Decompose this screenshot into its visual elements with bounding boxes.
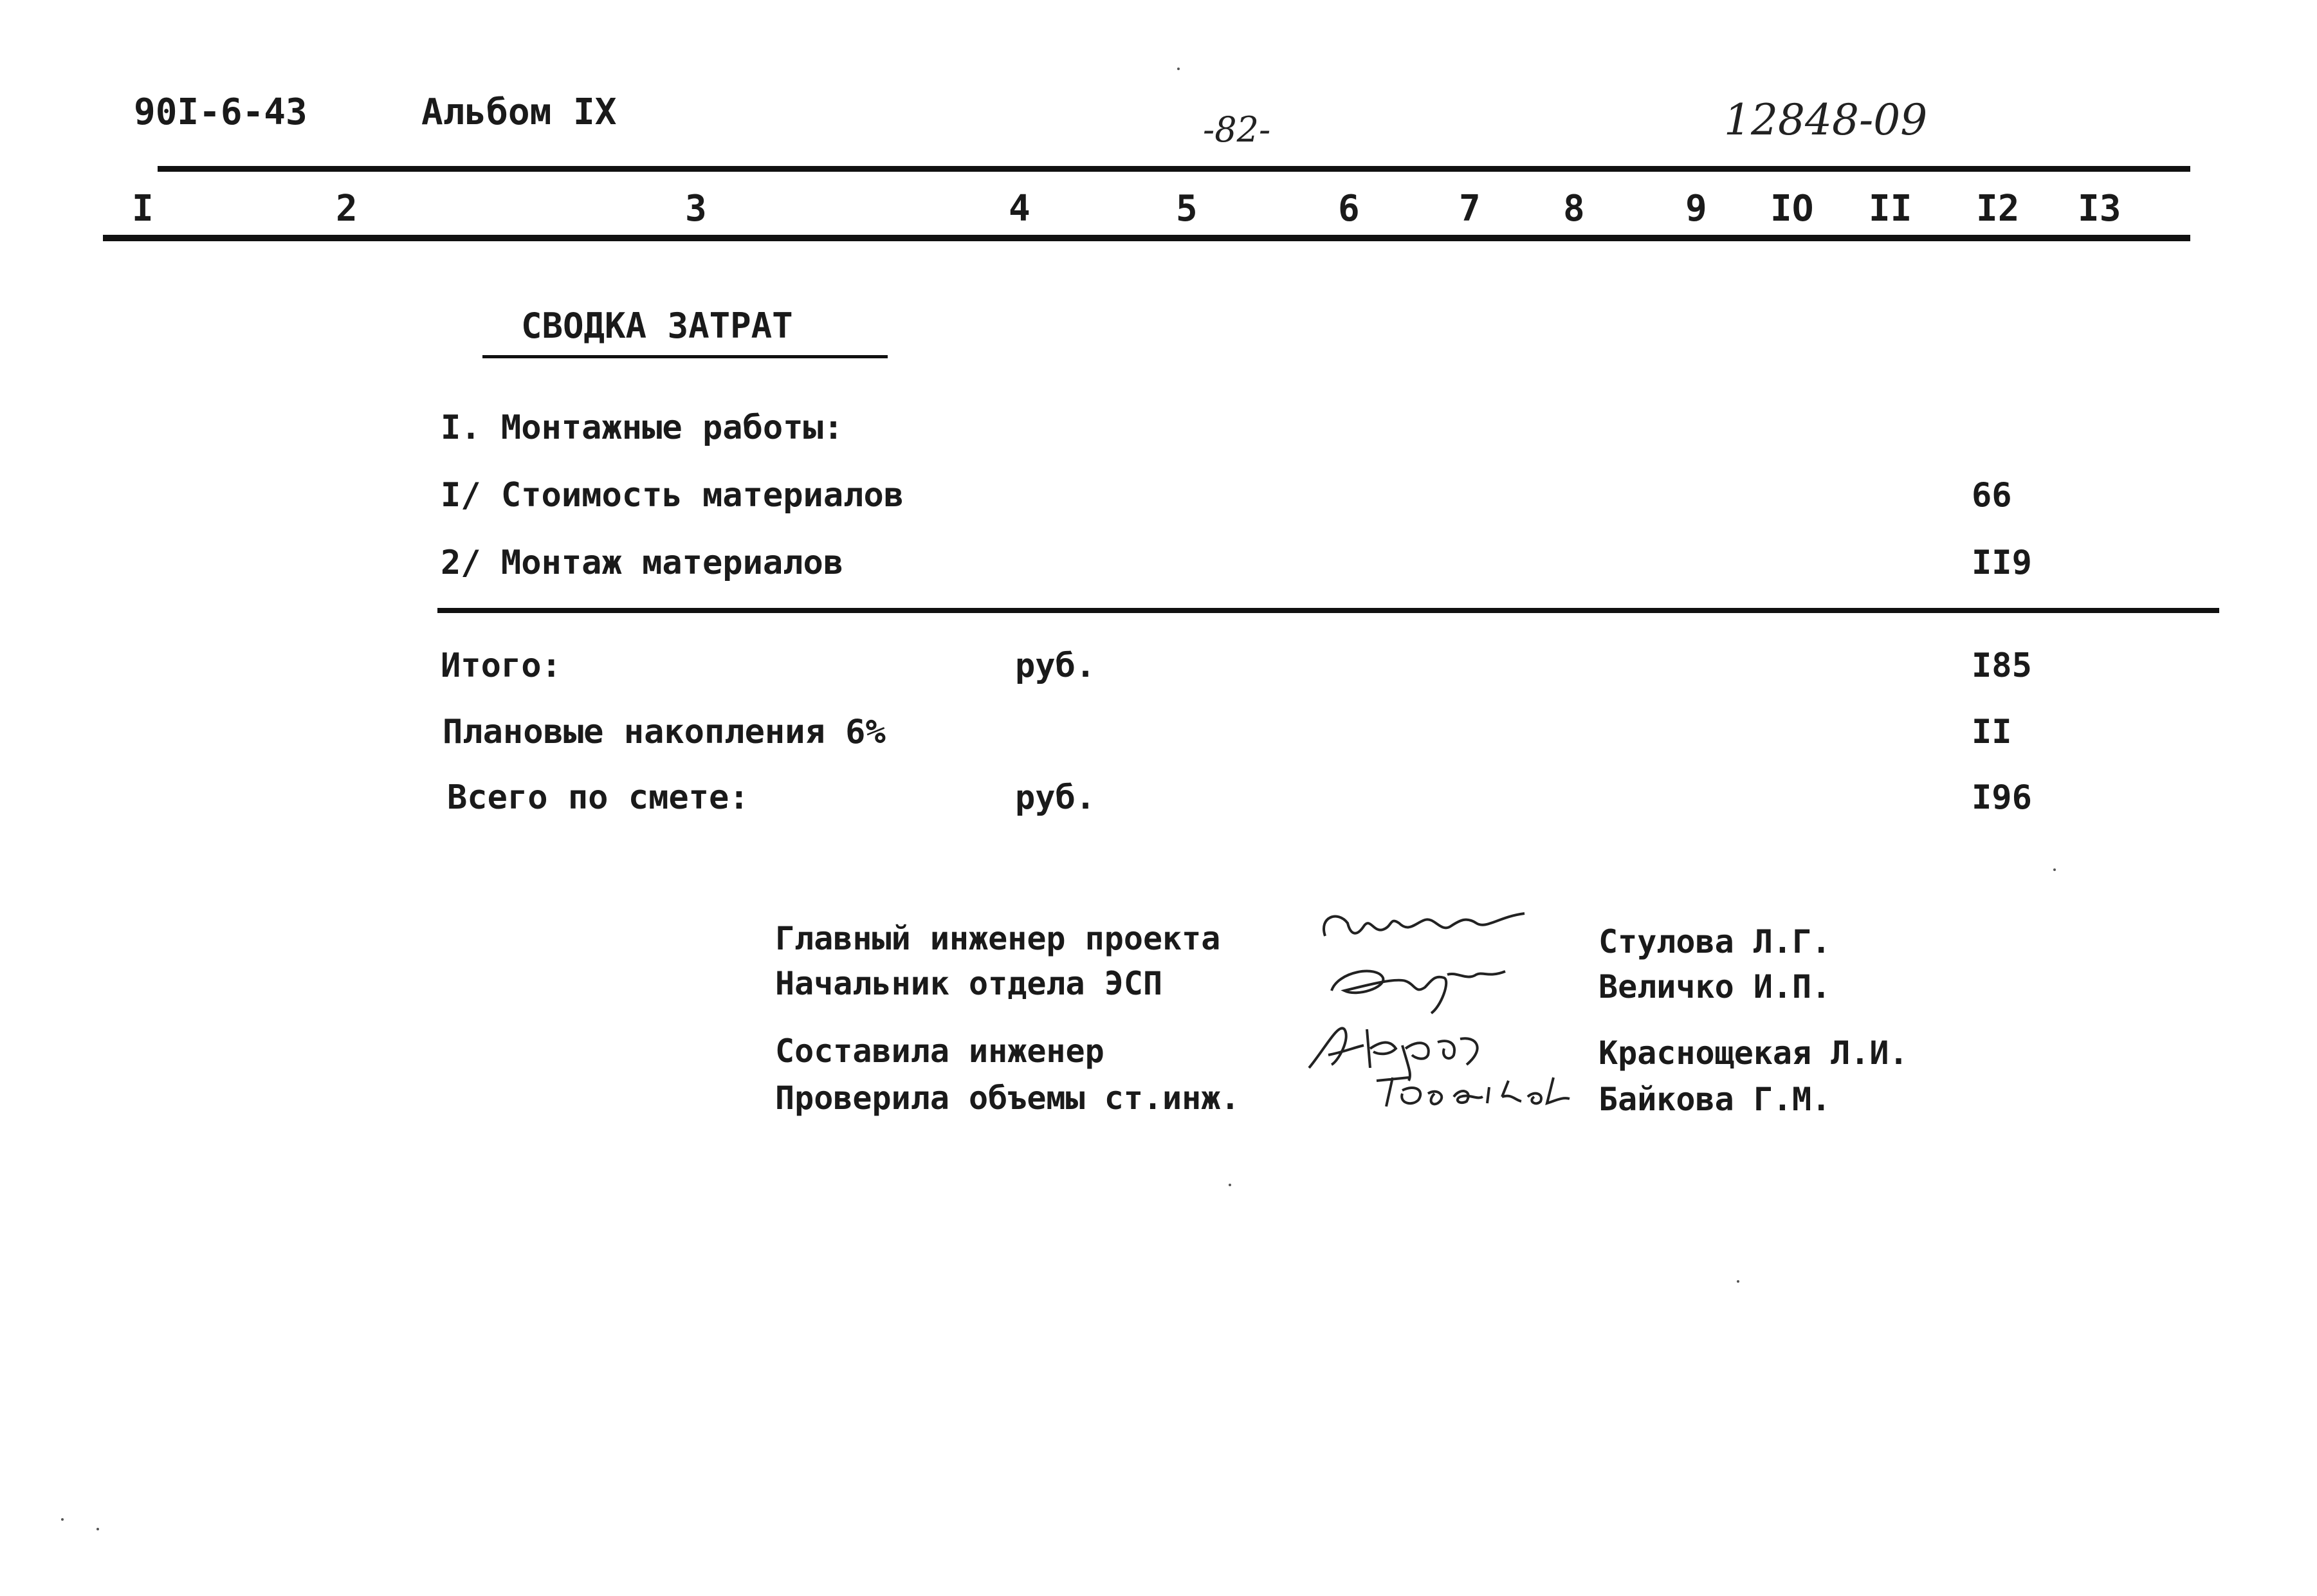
scan-speck [1737,1280,1739,1283]
column-number: I [132,188,154,230]
scan-speck [1229,1184,1231,1186]
column-number: 8 [1563,188,1585,230]
column-number: II [1869,188,1912,230]
total-value: I85 [1972,647,2032,685]
signature-name: Величко И.П. [1598,968,1831,1005]
column-number: I3 [2078,188,2121,230]
handwritten-signature [1319,946,1525,1016]
column-number: 6 [1338,188,1360,230]
total-label: Итого: [441,647,562,685]
column-number: 7 [1459,188,1481,230]
grand-unit: руб. [1015,778,1096,817]
signature-role: Проверила объемы ст.инж. [775,1079,1240,1117]
signature-name: Байкова Г.М. [1598,1081,1831,1118]
handwritten-signature [1364,1061,1608,1119]
scan-speck [1177,68,1180,70]
item-value: II9 [1972,544,2032,582]
signature-role: Составила инженер [775,1032,1104,1070]
header-rule-bottom [103,235,2190,241]
grand-value: I96 [1972,778,2032,817]
scan-speck [2053,868,2056,871]
scan-speck [96,1528,99,1530]
column-number: 9 [1685,188,1707,230]
document-number: 12848-09 [1724,95,1928,145]
header-rule-top [158,166,2190,172]
summary-title-underline [482,355,888,358]
page-number: -82- [1203,109,1271,150]
item-label: 2/ Монтаж материалов [441,544,844,582]
grand-label: Всего по смете: [447,778,749,817]
column-number: 2 [336,188,358,230]
total-divider [437,608,2219,613]
album-label: Альбом IX [421,91,617,133]
column-number: 4 [1009,188,1030,230]
planned-value: II [1972,713,2012,751]
signature-role: Начальник отдела ЭСП [775,965,1163,1002]
column-number: I2 [1976,188,2020,230]
item-label: I/ Стоимость материалов [441,476,904,515]
planned-label: Плановые накопления 6% [443,713,886,751]
section-heading: I. Монтажные работы: [441,408,844,447]
signature-role: Главный инженер проекта [775,920,1221,957]
scan-speck [61,1518,64,1521]
document-code: 90I-6-43 [134,91,307,133]
column-number: IO [1770,188,1814,230]
signature-name: Стулова Л.Г. [1598,923,1831,960]
column-number: 5 [1176,188,1198,230]
column-number: 3 [685,188,707,230]
summary-title: СВОДКА ЗАТРАТ [521,306,793,346]
item-value: 66 [1972,476,2012,515]
total-unit: руб. [1015,647,1096,685]
signature-name: Краснощекая Л.И. [1598,1034,1909,1072]
